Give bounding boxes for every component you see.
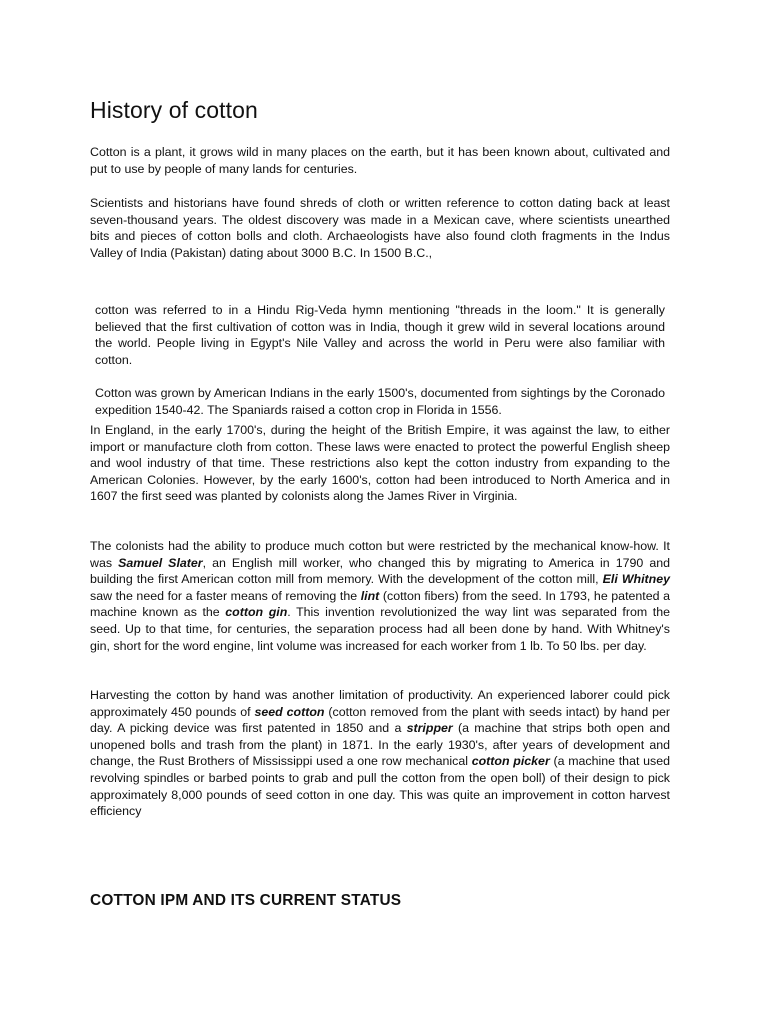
text-run: The colonists had the ability to produce much cotton but were restricted by the mechanical know-how. It was: [90, 539, 670, 570]
paragraph-cotton-gin: [90, 538, 670, 654]
emphasis-cotton-picker: cotton picker: [471, 754, 550, 769]
paragraph-american-indians: Cotton was grown by American Indians in the early 1500's, documented from sightings by the Coronado expedition 1540-42. The Spaniards raised a cotton crop in Florida in 1556.: [95, 386, 665, 417]
paragraph-harvesting: [90, 687, 670, 820]
text-run: , an English mill worker, who changed this by migrating to America in 1790 and building the first American cotton mill from memory. With the development of the cotton mill,: [90, 555, 670, 587]
paragraph-earliest-evidence: Scientists and historians have found shreds of cloth or written reference to cotton dating back at least seven-thousand years. The oldest discovery was made in a Mexican cave, where scientists unearthed bits and pieces of cotton bolls and cloth. Archaeologists have also found cloth fragments in the Indus Valley of India (Pakistan) dating about 3000 B.C. In 1500 B.C.,: [90, 196, 670, 260]
emphasis-samuel-slater: Samuel Slater: [118, 555, 203, 570]
text-run: . This invention revolutionized the way lint was separated from the seed. Up to that time, for centuries, the separation process had all been done by hand. With Whitney's gin, short for the word engine, lint volume was increased for each worker from 1 lb. To 50 lbs. per day.: [90, 605, 671, 653]
text-run: (cotton removed from the plant with seeds intact) by hand per day. A picking device was first patented in 1850 and a: [90, 704, 670, 736]
emphasis-lint: lint: [360, 588, 380, 603]
paragraph-intro: Cotton is a plant, it grows wild in many places on the earth, but it has been known about, cultivated and put to use by people of many lands for centuries.: [90, 145, 670, 176]
text-run: Harvesting the cotton by hand was another limitation of productivity. An experienced laborer could pick approximately 450 pounds of: [90, 688, 670, 719]
emphasis-cotton-gin: cotton gin: [225, 605, 288, 620]
text-run: saw the need for a faster means of removing the: [90, 588, 361, 603]
text-run: (a machine that used revolving spindles or barbed points to grab and pull the cotton from the open boll) of their design to pick approximately 8,000 pounds of seed cotton in one day. This was quite an improvement in cotton harvest efficiency: [90, 754, 670, 819]
emphasis-eli-whitney: Eli Whitney: [602, 572, 671, 587]
text-run: (cotton fibers) from the seed. In 1793, he patented a machine known as the: [90, 588, 670, 620]
emphasis-seed-cotton: seed cotton: [254, 704, 325, 719]
text-run: (a machine that strips both open and unopened bolls and trash from the plant) in 1871. In the early 1930's, after years of development and change, the Rust Brothers of Mississippi used a one row mechanical: [90, 721, 670, 769]
section-heading: COTTON IPM AND ITS CURRENT STATUS: [90, 892, 402, 909]
paragraph-england-laws: In England, in the early 1700's, during the height of the British Empire, it was against the law, to either import or manufacture cloth from cotton. These laws were enacted to protect the powerful English sheep and wool industry of that time. These restrictions also kept the cotton industry from expanding to the American Colonies. However, by the early 1600's, cotton had been introduced to North America and in 1607 the first seed was planted by colonists along the James River in Virginia.: [90, 423, 670, 504]
paragraph-india-cultivation: cotton was referred to in a Hindu Rig-Veda hymn mentioning "threads in the loom." It is generally believed that the first cultivation of cotton was in India, though it grew wild in several locations around the world. People living in Egypt's Nile Valley and across the world in Peru were also familiar with cotton.: [95, 303, 665, 367]
document-title: History of cotton: [90, 97, 258, 123]
emphasis-stripper: stripper: [406, 721, 453, 736]
